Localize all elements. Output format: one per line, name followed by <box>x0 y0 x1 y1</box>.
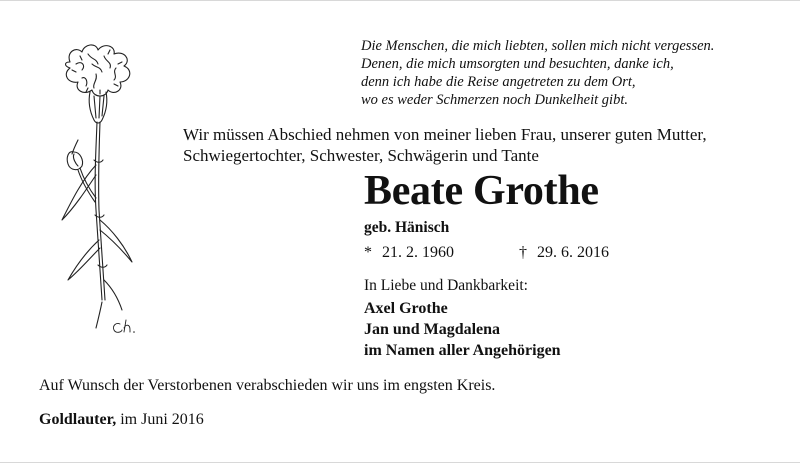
death-date-group <box>519 243 609 263</box>
announcement-text <box>183 124 783 166</box>
gratitude-line: In Liebe und Dankbarkeit: <box>364 277 528 294</box>
deceased-name: Beate Grothe <box>364 168 599 214</box>
death-cross-icon: † <box>519 244 527 261</box>
mourners-list <box>364 298 561 361</box>
mourner-name: im Namen aller Angehörigen <box>364 342 561 359</box>
quote-line: Denen, die mich umsorgten und besuchten, danke ich, <box>361 56 674 72</box>
memorial-quote <box>361 37 781 109</box>
mourner-name: Axel Grothe <box>364 300 448 317</box>
death-date: 29. 6. 2016 <box>537 244 609 261</box>
top-border <box>0 0 800 1</box>
birth-star-icon: * <box>364 244 372 261</box>
carnation-drawing-icon <box>52 40 162 340</box>
closing-note: Auf Wunsch der Verstorbenen verabschieden wir uns im engsten Kreis. <box>39 377 496 394</box>
birth-date-group <box>364 243 454 263</box>
announcement-line: Wir müssen Abschied nehmen von meiner lieben Frau, unserer guten Mutter, <box>183 125 707 144</box>
quote-line: wo es weder Schmerzen noch Dunkelheit gibt. <box>361 92 628 108</box>
place-and-date <box>39 410 204 430</box>
maiden-name: geb. Hänisch <box>364 219 450 236</box>
quote-line: denn ich habe die Reise angetreten zu dem Ort, <box>361 74 636 90</box>
place-town: Goldlauter, <box>39 411 117 428</box>
birth-date: 21. 2. 1960 <box>382 244 454 261</box>
place-date: im Juni 2016 <box>120 411 204 428</box>
mourner-name: Jan und Magdalena <box>364 321 501 338</box>
quote-line: Die Menschen, die mich liebten, sollen mich nicht vergessen. <box>361 38 715 54</box>
announcement-line: Schwiegertochter, Schwester, Schwägerin und Tante <box>183 146 539 165</box>
